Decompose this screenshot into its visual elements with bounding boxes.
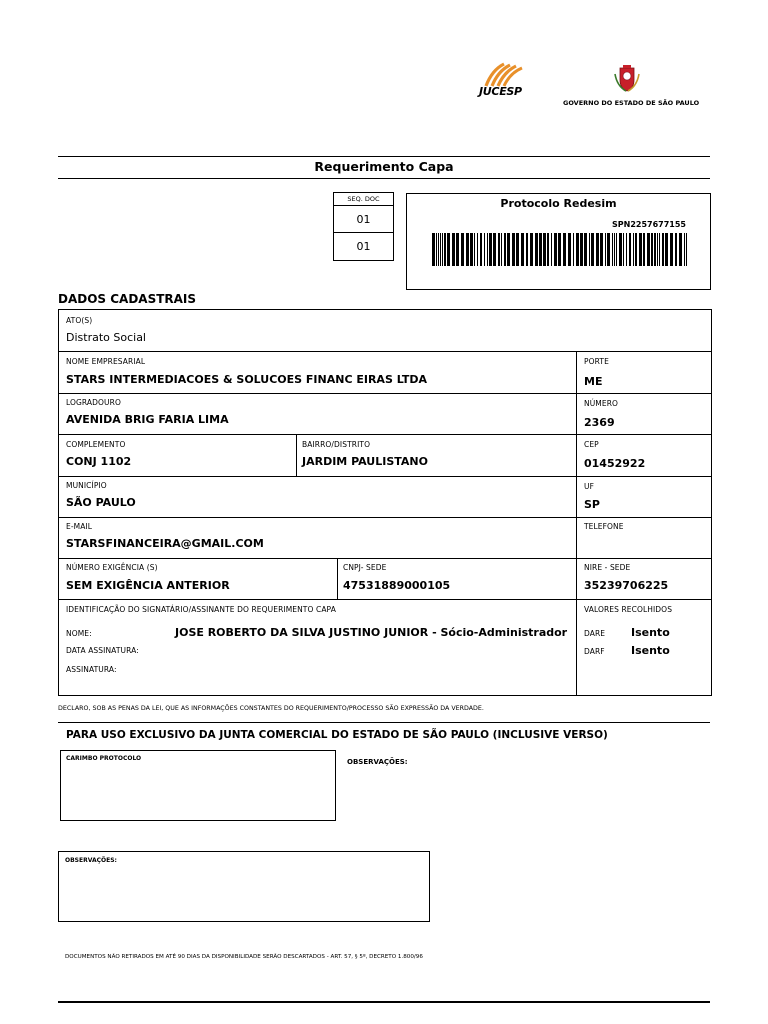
barcode-bar: [470, 233, 473, 266]
numero-label: NÚMERO: [584, 399, 619, 408]
barcode-bar: [521, 233, 524, 266]
barcode-bar: [535, 233, 538, 266]
barcode-bar: [675, 233, 677, 266]
darf-value: Isento: [631, 644, 670, 657]
barcode-bar: [605, 233, 606, 266]
barcode-bar: [576, 233, 579, 266]
row-divider-5: [59, 517, 711, 518]
barcode-bar: [596, 233, 599, 266]
data-assinatura-label: DATA ASSINATURA:: [66, 646, 139, 655]
nome-signatario-label: NOME:: [66, 629, 92, 638]
barcode-bar: [612, 233, 613, 266]
barcode-bar: [466, 233, 469, 266]
row-divider-6: [59, 558, 711, 559]
barcode-bar: [639, 233, 642, 266]
cnpj-value: 47531889000105: [343, 579, 451, 592]
observacoes-box-label: OBSERVAÇÕES:: [65, 857, 117, 864]
dare-label: DARE: [584, 629, 606, 638]
assinatura-label: ASSINATURA:: [66, 665, 117, 674]
barcode-bar: [489, 233, 492, 266]
barcode-bar: [530, 233, 533, 266]
nome-empresarial-value: STARS INTERMEDIACOES & SOLUCOES FINANC EIRAS LTDA: [66, 373, 428, 386]
row-divider-2: [59, 393, 711, 394]
darf-label: DARF: [584, 647, 605, 656]
protocolo-number: SPN2257677155: [612, 220, 686, 229]
barcode-bar: [633, 233, 634, 266]
seq-doc-box: [333, 192, 394, 261]
barcode-bar: [657, 233, 658, 266]
ato-value: Distrato Social: [66, 331, 146, 344]
declaro-text: DECLARO, SOB AS PENAS DA LEI, QUE AS INFORMAÇÕES CONSTANTES DO REQUERIMENTO/PROCESSO SÃO EXPRESSÃO DA VERDADE.: [58, 705, 484, 712]
row-divider-7: [59, 599, 711, 600]
barcode-bar: [477, 233, 478, 266]
barcode-bar: [616, 233, 617, 266]
barcode-bar: [447, 233, 450, 266]
barcode-bar: [440, 233, 441, 266]
seq-doc-divider-2: [334, 232, 393, 233]
col-divider-bairro: [296, 434, 297, 476]
barcode-bar: [547, 233, 549, 266]
barcode-bar: [484, 233, 485, 266]
municipio-value: SÃO PAULO: [66, 496, 136, 509]
barcode-bar: [670, 233, 673, 266]
barcode-bar: [504, 233, 506, 266]
barcode-bar: [452, 233, 455, 266]
barcode-bar: [607, 233, 610, 266]
exigencia-label: NÚMERO EXIGÊNCIA (S): [66, 563, 158, 572]
valores-recolhidos-label: VALORES RECOLHIDOS: [584, 605, 673, 614]
gov-sp-logo: [562, 64, 702, 110]
complemento-value: CONJ 1102: [66, 455, 132, 468]
email-label: E-MAIL: [66, 522, 93, 531]
cep-label: CEP: [584, 440, 599, 449]
cnpj-label: CNPJ- SEDE: [343, 563, 387, 572]
barcode-bar: [568, 233, 571, 266]
barcode-bar: [516, 233, 519, 266]
email-value: STARSFINANCEIRA@GMAIL.COM: [66, 537, 264, 550]
logradouro-value: AVENIDA BRIG FARIA LIMA: [66, 413, 229, 426]
seq-doc-value-1: 01: [356, 213, 371, 226]
barcode-bar: [623, 233, 624, 266]
barcode-bar: [651, 233, 653, 266]
barcode-bar: [563, 233, 566, 266]
barcode-bar: [619, 233, 622, 266]
carimbo-protocolo-label: CARIMBO PROTOCOLO: [66, 755, 142, 762]
barcode-bar: [573, 233, 574, 266]
cep-value: 01452922: [584, 457, 646, 470]
col-divider-cnpj: [337, 558, 338, 599]
barcode-bar: [600, 233, 603, 266]
barcode-bar: [665, 233, 668, 266]
nome-signatario-value: JOSE ROBERTO DA SILVA JUSTINO JUNIOR - Sócio-Administrador: [175, 626, 568, 639]
uf-value: SP: [584, 498, 600, 511]
exigencia-value: SEM EXIGÊNCIA ANTERIOR: [66, 579, 230, 592]
barcode-bar: [526, 233, 528, 266]
barcode-bar: [591, 233, 594, 266]
col-divider-right: [576, 351, 577, 695]
declaro-rule: [58, 722, 710, 723]
barcode-bar: [679, 233, 682, 266]
seq-doc-value-2: 01: [356, 240, 371, 253]
barcode-bar: [554, 233, 557, 266]
barcode-bar: [543, 233, 546, 266]
jucesp-logo-text: JUCESP: [479, 85, 522, 98]
complemento-label: COMPLEMENTO: [66, 440, 126, 449]
barcode-bar: [442, 233, 443, 266]
identificacao-label: IDENTIFICAÇÃO DO SIGNATÁRIO/ASSINANTE DO REQUERIMENTO CAPA: [66, 605, 336, 614]
dados-heading: DADOS CADASTRAIS: [58, 292, 197, 306]
barcode-bar: [512, 233, 515, 266]
barcode-bar: [580, 233, 583, 266]
footer-note: DOCUMENTOS NÃO RETIRADOS EM ATÉ 90 DIAS DA DISPONIBILIDADE SERÃO DESCARTADOS - ART. 57, § 5º, DECRETO 1.800/96: [65, 954, 423, 960]
barcode-bar: [654, 233, 656, 266]
barcode-bar: [635, 233, 637, 266]
barcode-bar: [432, 233, 435, 266]
barcode-bar: [493, 233, 496, 266]
title-bottom-rule: [58, 178, 710, 179]
barcode-bar: [487, 233, 488, 266]
barcode-bar: [444, 233, 446, 266]
row-divider-4: [59, 476, 711, 477]
porte-value: ME: [584, 375, 603, 388]
protocolo-title: Protocolo Redesim: [500, 197, 617, 210]
barcode-bar: [456, 233, 459, 266]
barcode-bar: [501, 233, 502, 266]
barcode-bar: [539, 233, 542, 266]
title-top-rule: [58, 156, 710, 157]
barcode-bar: [461, 233, 464, 266]
barcode-bar: [551, 233, 552, 266]
nome-empresarial-label: NOME EMPRESARIAL: [66, 357, 146, 366]
gov-sp-text: GOVERNO DO ESTADO DE SÃO PAULO: [563, 99, 700, 107]
carimbo-protocolo-box: [60, 750, 336, 821]
bairro-value: JARDIM PAULISTANO: [302, 455, 428, 468]
barcode-bar: [438, 233, 439, 266]
seq-doc-divider-1: [334, 205, 393, 206]
barcode-bar: [507, 233, 510, 266]
barcode-bar: [643, 233, 645, 266]
barcode-bar: [659, 233, 660, 266]
row-divider-3: [59, 434, 711, 435]
page-title: Requerimento Capa: [314, 159, 454, 174]
observacoes-label: OBSERVAÇÕES:: [347, 758, 408, 766]
ato-label: ATO(S): [66, 316, 93, 325]
barcode-bar: [626, 233, 627, 266]
seq-doc-label: SEQ. DOC: [347, 195, 380, 203]
sp-coat-of-arms-icon: [612, 64, 642, 94]
barcode-bar: [474, 233, 475, 266]
nire-label: NIRE - SEDE: [584, 563, 631, 572]
nire-value: 35239706225: [584, 579, 669, 592]
jucesp-logo: [478, 62, 528, 100]
barcode-bar: [480, 233, 482, 266]
municipio-label: MUNICÍPIO: [66, 481, 107, 490]
telefone-label: TELEFONE: [584, 522, 624, 531]
dare-value: Isento: [631, 626, 670, 639]
barcode-bar: [629, 233, 631, 266]
barcode-bar: [684, 233, 685, 266]
protocolo-barcode: [432, 233, 688, 266]
barcode-bar: [589, 233, 590, 266]
numero-value: 2369: [584, 416, 615, 429]
barcode-bar: [436, 233, 437, 266]
barcode-bar: [686, 233, 687, 266]
row-divider-1: [59, 351, 711, 352]
barcode-graphic: [432, 233, 688, 266]
barcode-bar: [498, 233, 500, 266]
exclusivo-heading: PARA USO EXCLUSIVO DA JUNTA COMERCIAL DO ESTADO DE SÃO PAULO (INCLUSIVE VERSO): [66, 729, 608, 741]
barcode-bar: [662, 233, 664, 266]
footer-rule: [58, 1001, 710, 1003]
uf-label: UF: [584, 482, 595, 491]
barcode-bar: [584, 233, 587, 266]
logradouro-label: LOGRADOURO: [66, 398, 121, 407]
observacoes-box: [58, 851, 430, 922]
porte-label: PORTE: [584, 357, 609, 366]
barcode-bar: [647, 233, 650, 266]
barcode-bar: [558, 233, 561, 266]
barcode-bar: [614, 233, 615, 266]
bairro-label: BAIRRO/DISTRITO: [302, 440, 371, 449]
